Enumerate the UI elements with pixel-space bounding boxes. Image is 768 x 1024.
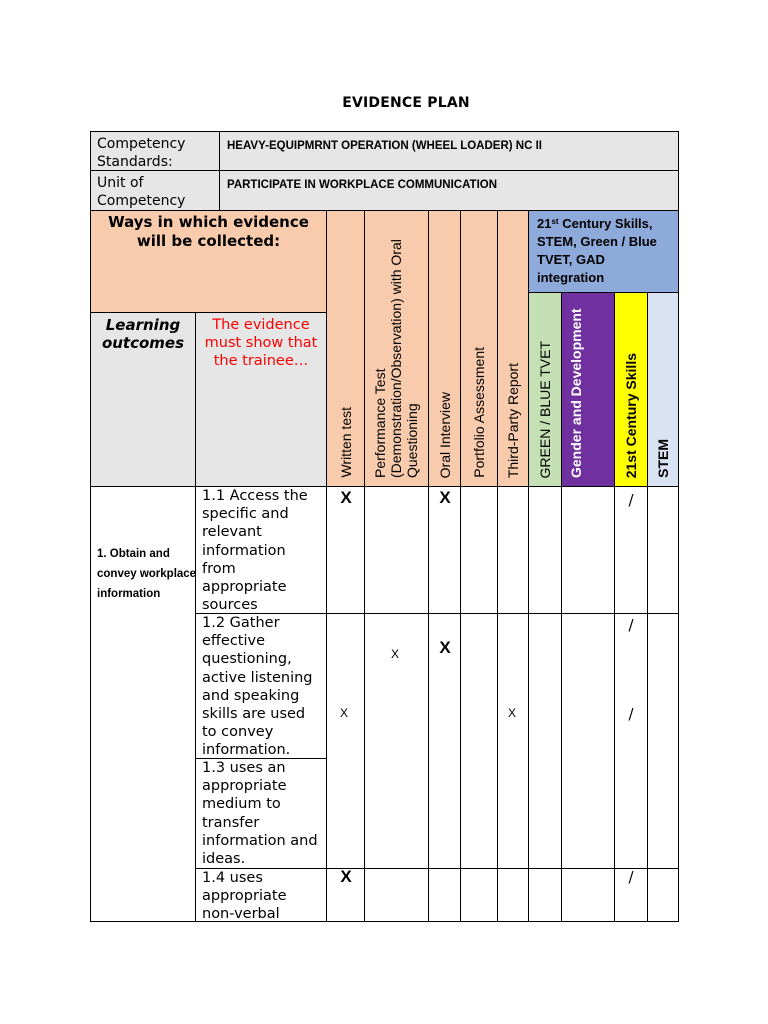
method-label: Performance Test (Demonstration/Observation) with Oral Questioning (371, 239, 420, 478)
row-text: 1.2 Gather effective questioning, active listening and speaking skills are used to convey information. (202, 615, 313, 759)
integration-title-a: 21 (537, 216, 552, 231)
mark-century: / (628, 616, 634, 634)
table-row (195, 758, 327, 869)
table-row (195, 486, 327, 614)
outcome-text: 1. Obtain and convey workplace information (97, 548, 197, 600)
method-label: Portfolio Assessment (471, 347, 487, 478)
row-text: 1.1 Access the specific and relevant information from appropriate sources (202, 488, 308, 614)
competency-standards-label: Competency Standards: (90, 131, 220, 171)
integration-label: Gender and Development (568, 308, 584, 478)
mark-oral: X (439, 488, 451, 507)
ways-header: Ways in which evidence will be collected: (90, 210, 327, 313)
unit-of-competency-value: PARTICIPATE IN WORKPLACE COMMUNICATION (219, 170, 679, 211)
method-label: Written test (337, 407, 354, 478)
method-written-test (326, 210, 365, 487)
competency-standards-value: HEAVY-EQUIPMRNT OPERATION (WHEEL LOADER) NC II (219, 131, 679, 171)
mark-written: X (339, 706, 348, 720)
mark-third-party: X (507, 706, 516, 720)
outcome-cell (90, 486, 196, 922)
integration-header (528, 210, 679, 293)
method-label: Third-Party Report (505, 362, 521, 478)
row-text: 1.3 uses an appropriate medium to transfer information and ideas. (202, 760, 318, 868)
integration-title-sup: st (551, 217, 559, 226)
table-row (195, 613, 327, 759)
integration-gender-development (561, 292, 615, 487)
mark-written: X (340, 488, 352, 507)
integration-21st-century (614, 292, 648, 487)
row-text: 1.4 uses appropriate non-verbal (202, 870, 287, 922)
integration-green-blue-tvet (528, 292, 562, 487)
mark-century: / (628, 705, 634, 723)
mark-century: / (628, 868, 634, 886)
method-label: Oral Interview (436, 391, 453, 478)
integration-label: 21st Century Skills (623, 352, 639, 478)
method-oral-interview (428, 210, 461, 487)
mark-century: / (628, 491, 634, 509)
integration-label: GREEN / BLUE TVET (537, 340, 553, 478)
method-portfolio-assessment (460, 210, 498, 487)
learning-outcomes-header: Learning outcomes (90, 312, 196, 487)
method-performance-test (364, 210, 429, 487)
method-third-party-report (497, 210, 529, 487)
mark-oral: X (439, 638, 451, 657)
integration-label: STEM (655, 439, 671, 478)
table-row (195, 868, 327, 922)
integration-stem (647, 292, 679, 487)
document-title: EVIDENCE PLAN (342, 95, 470, 111)
evidence-must-show-header: The evidence must show that the trainee… (195, 312, 327, 487)
mark-performance: X (390, 647, 399, 661)
mark-written: X (340, 867, 352, 886)
integration-title-b: Century Skills, STEM, Green / Blue TVET, GAD integration (537, 216, 657, 285)
unit-of-competency-label: Unit of Competency (90, 170, 220, 211)
